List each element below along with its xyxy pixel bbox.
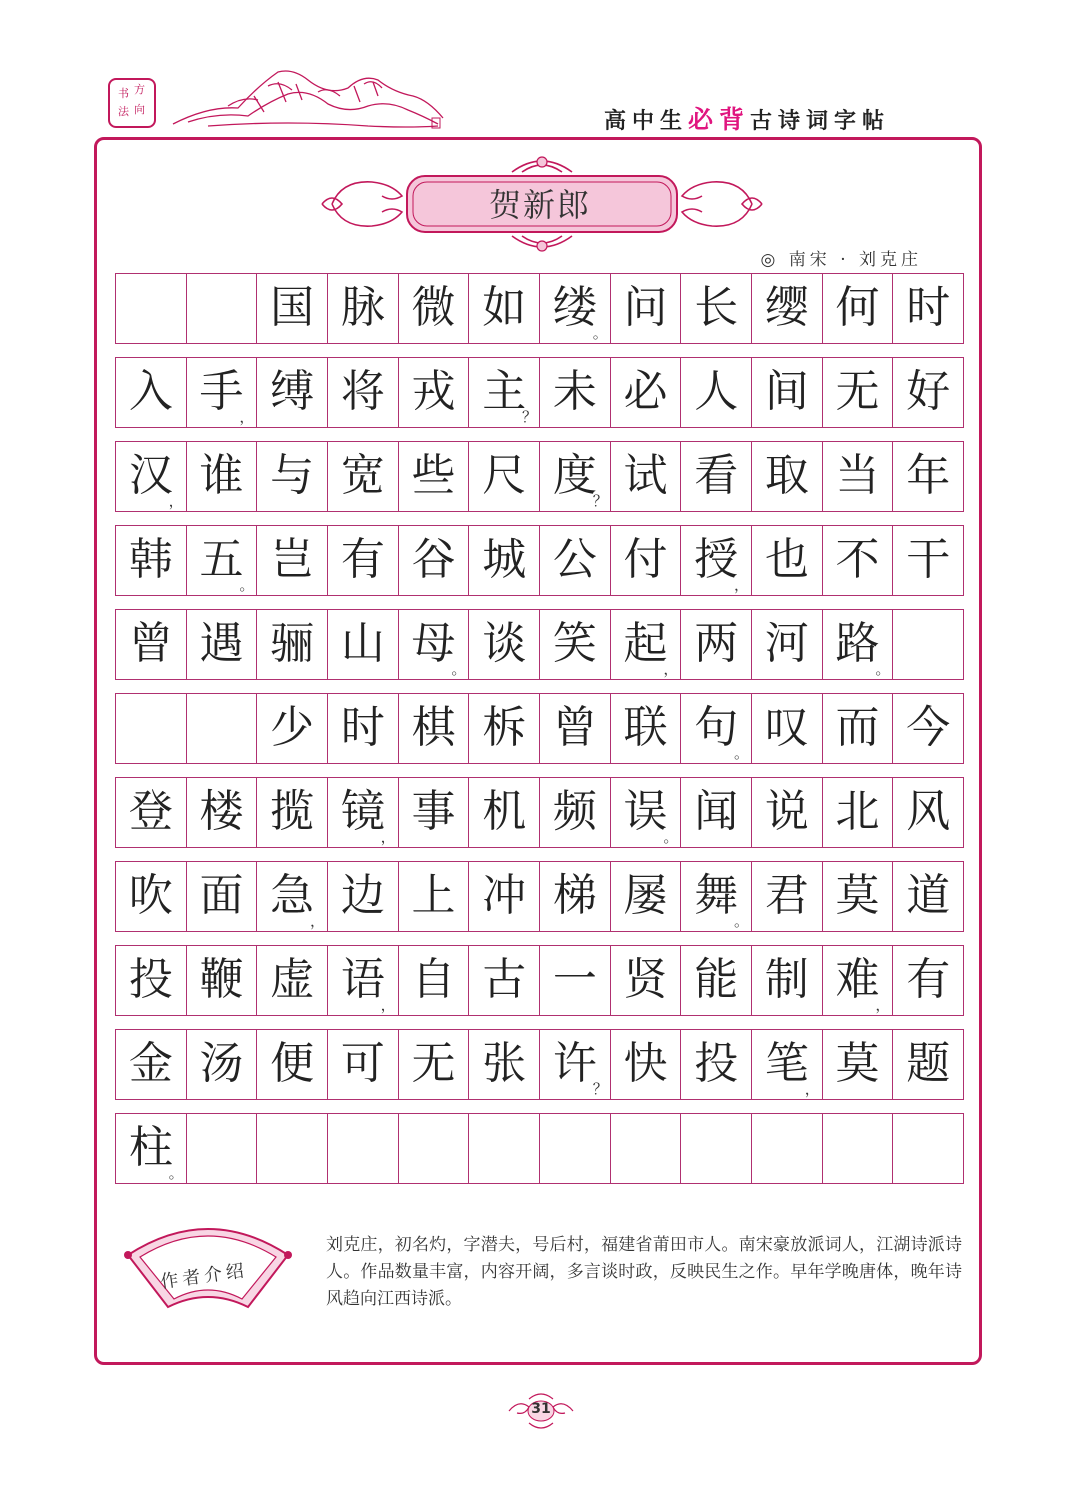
page-number-ornament <box>505 1391 577 1431</box>
punctuation: ？ <box>522 408 538 426</box>
grid-cell <box>752 1114 823 1183</box>
grid-cell <box>257 274 328 343</box>
character: 莫 <box>835 870 880 921</box>
grid-cell <box>469 862 540 931</box>
grid-cell <box>540 526 611 595</box>
character: 人 <box>694 366 739 417</box>
character: 脉 <box>340 282 385 333</box>
character: 柝 <box>482 702 527 753</box>
grid-cell <box>752 694 823 763</box>
grid-cell <box>540 442 611 511</box>
grid-cell <box>116 946 187 1015</box>
grid-row <box>115 609 964 680</box>
character: 主 <box>482 366 527 417</box>
character: 镜 <box>340 786 385 837</box>
punctuation: 。 <box>592 324 608 342</box>
grid-cell <box>893 694 963 763</box>
character: 宽 <box>340 450 385 501</box>
grid-cell <box>328 358 399 427</box>
seal-char: 方 <box>134 83 145 96</box>
character: 骊 <box>270 618 315 669</box>
grid-cell <box>328 778 399 847</box>
grid-row <box>115 777 964 848</box>
character: 起 <box>623 618 668 669</box>
grid-cell <box>187 610 258 679</box>
grid-cell <box>469 274 540 343</box>
character: 岂 <box>270 534 315 585</box>
grid-cell <box>328 1030 399 1099</box>
character: 五 <box>199 534 244 585</box>
character: 微 <box>411 282 456 333</box>
punctuation: ， <box>804 1080 820 1098</box>
grid-cell <box>893 610 963 679</box>
grid-cell <box>823 946 894 1015</box>
character: 而 <box>835 702 880 753</box>
grid-cell <box>187 526 258 595</box>
character: 语 <box>340 954 385 1005</box>
grid-cell <box>469 694 540 763</box>
grid-cell <box>611 946 682 1015</box>
grid-cell <box>681 526 752 595</box>
grid-cell <box>823 1030 894 1099</box>
author-intro-text: 刘克庄，初名灼，字潜夫，号后村，福建省莆田市人。南宋豪放派词人，江湖诗派诗人。作品数量丰富，内容开阔，多言谈时政，反映民生之作。早年学晚唐体，晚年诗风趋向江西诗派。 <box>326 1235 962 1309</box>
grid-cell <box>399 442 470 511</box>
grid-cell <box>540 1030 611 1099</box>
character: 便 <box>270 1038 315 1089</box>
character: 棋 <box>411 702 456 753</box>
grid-row <box>115 441 964 512</box>
character: 登 <box>128 786 173 837</box>
grid-cell <box>893 274 963 343</box>
character: 缨 <box>764 282 809 333</box>
punctuation: 。 <box>875 660 891 678</box>
character: 遇 <box>199 618 244 669</box>
character: 戎 <box>411 366 456 417</box>
character: 不 <box>835 534 880 585</box>
grid-cell <box>681 1114 752 1183</box>
grid-cell <box>399 358 470 427</box>
grid-cell <box>328 946 399 1015</box>
grid-cell <box>893 1030 963 1099</box>
character: 问 <box>623 282 668 333</box>
grid-cell <box>116 1114 187 1183</box>
character: 无 <box>835 366 880 417</box>
grid-cell <box>893 778 963 847</box>
character: 揽 <box>270 786 315 837</box>
punctuation: ， <box>380 828 396 846</box>
character: 制 <box>764 954 809 1005</box>
grid-cell <box>257 862 328 931</box>
grid-cell <box>469 778 540 847</box>
character: 误 <box>623 786 668 837</box>
character: 度 <box>552 450 597 501</box>
character: 句 <box>694 702 739 753</box>
grid-cell <box>893 526 963 595</box>
character: 公 <box>552 534 597 585</box>
character: 将 <box>340 366 385 417</box>
grid-cell <box>328 526 399 595</box>
character: 缕 <box>552 282 597 333</box>
punctuation: ？ <box>592 492 608 510</box>
publisher-seal <box>108 78 156 128</box>
character: 许 <box>552 1038 597 1089</box>
grid-cell <box>611 358 682 427</box>
grid-cell <box>187 1030 258 1099</box>
punctuation: ， <box>663 660 679 678</box>
grid-cell <box>681 694 752 763</box>
grid-cell <box>681 946 752 1015</box>
grid-cell <box>399 778 470 847</box>
grid-cell <box>752 862 823 931</box>
character: 付 <box>623 534 668 585</box>
character: 国 <box>270 282 315 333</box>
grid-cell <box>257 1114 328 1183</box>
grid-cell <box>399 610 470 679</box>
grid-cell <box>469 946 540 1015</box>
grid-cell <box>116 778 187 847</box>
grid-cell <box>187 274 258 343</box>
character: 能 <box>694 954 739 1005</box>
character: 有 <box>340 534 385 585</box>
grid-cell <box>399 1030 470 1099</box>
grid-cell <box>611 610 682 679</box>
character: 古 <box>482 954 527 1005</box>
character: 有 <box>906 954 951 1005</box>
grid-cell <box>611 694 682 763</box>
grid-cell <box>681 274 752 343</box>
grid-cell <box>257 526 328 595</box>
character: 面 <box>199 870 244 921</box>
punctuation: ， <box>875 996 891 1014</box>
character: 机 <box>482 786 527 837</box>
character: 鞭 <box>199 954 244 1005</box>
grid-cell <box>823 1114 894 1183</box>
book-title-part: 高中生 <box>604 109 689 134</box>
character: 君 <box>764 870 809 921</box>
character: 叹 <box>764 702 809 753</box>
grid-cell <box>611 274 682 343</box>
character: 风 <box>906 786 951 837</box>
character: 母 <box>411 618 456 669</box>
character: 必 <box>623 366 668 417</box>
grid-cell <box>893 946 963 1015</box>
grid-cell <box>399 274 470 343</box>
grid-cell <box>399 862 470 931</box>
grid-cell <box>823 358 894 427</box>
grid-cell <box>257 778 328 847</box>
grid-cell <box>187 1114 258 1183</box>
punctuation: ？ <box>592 1080 608 1098</box>
grid-cell <box>681 610 752 679</box>
grid-cell <box>187 946 258 1015</box>
grid-cell <box>469 358 540 427</box>
book-title-highlight: 必背 <box>688 105 751 134</box>
character: 些 <box>411 450 456 501</box>
character: 时 <box>906 282 951 333</box>
character: 柱 <box>128 1122 173 1173</box>
grid-cell <box>681 358 752 427</box>
punctuation: 。 <box>168 1164 184 1182</box>
character: 两 <box>694 618 739 669</box>
grid-cell <box>611 442 682 511</box>
grid-cell <box>681 862 752 931</box>
grid-cell <box>752 1030 823 1099</box>
character: 笔 <box>764 1038 809 1089</box>
grid-row <box>115 525 964 596</box>
grid-cell <box>540 358 611 427</box>
grid-cell <box>469 442 540 511</box>
character: 入 <box>128 366 173 417</box>
character: 授 <box>694 534 739 585</box>
grid-cell <box>893 1114 963 1183</box>
punctuation: 。 <box>663 828 679 846</box>
grid-cell <box>469 1030 540 1099</box>
grid-cell <box>187 778 258 847</box>
grid-cell <box>681 1030 752 1099</box>
grid-cell <box>752 442 823 511</box>
grid-cell <box>399 694 470 763</box>
character: 试 <box>623 450 668 501</box>
page-number: 31 <box>531 1401 551 1417</box>
punctuation: ， <box>239 408 255 426</box>
character: 谈 <box>482 618 527 669</box>
grid-cell <box>823 610 894 679</box>
character: 今 <box>906 702 951 753</box>
grid-cell <box>116 1030 187 1099</box>
grid-cell <box>611 526 682 595</box>
grid-cell <box>116 358 187 427</box>
character: 快 <box>623 1038 668 1089</box>
character: 上 <box>411 870 456 921</box>
grid-cell <box>257 1030 328 1099</box>
character: 莫 <box>835 1038 880 1089</box>
grid-cell <box>540 1114 611 1183</box>
grid-cell <box>752 274 823 343</box>
grid-cell <box>328 610 399 679</box>
punctuation: 。 <box>734 912 750 930</box>
character: 楼 <box>199 786 244 837</box>
seal-char: 向 <box>134 103 145 116</box>
grid-cell <box>257 694 328 763</box>
character: 何 <box>835 282 880 333</box>
grid-row <box>115 861 964 932</box>
character: 韩 <box>128 534 173 585</box>
grid-row <box>115 357 964 428</box>
character: 与 <box>270 450 315 501</box>
grid-row <box>115 1029 964 1100</box>
grid-cell <box>328 274 399 343</box>
character: 难 <box>835 954 880 1005</box>
grid-cell <box>399 946 470 1015</box>
character: 边 <box>340 870 385 921</box>
mountain-landscape-illustration <box>168 66 448 132</box>
character: 好 <box>906 366 951 417</box>
character: 投 <box>128 954 173 1005</box>
grid-cell <box>469 1114 540 1183</box>
grid-row <box>115 945 964 1016</box>
character: 贤 <box>623 954 668 1005</box>
character: 当 <box>835 450 880 501</box>
grid-cell <box>823 526 894 595</box>
punctuation: 。 <box>239 576 255 594</box>
grid-cell <box>116 610 187 679</box>
character: 频 <box>552 786 597 837</box>
book-title <box>604 100 890 136</box>
character: 金 <box>128 1038 173 1089</box>
character: 虚 <box>270 954 315 1005</box>
character: 事 <box>411 786 456 837</box>
grid-cell <box>611 862 682 931</box>
grid-cell <box>469 610 540 679</box>
grid-cell <box>752 778 823 847</box>
seal-char: 法 <box>118 105 129 118</box>
character: 梯 <box>552 870 597 921</box>
grid-cell <box>540 274 611 343</box>
grid-cell <box>540 610 611 679</box>
character: 汉 <box>128 450 173 501</box>
grid-cell <box>187 442 258 511</box>
character: 取 <box>764 450 809 501</box>
grid-cell <box>823 778 894 847</box>
character: 一 <box>552 954 597 1005</box>
grid-cell <box>823 442 894 511</box>
punctuation: ， <box>734 576 750 594</box>
character: 冲 <box>482 870 527 921</box>
character: 舞 <box>694 870 739 921</box>
character: 北 <box>835 786 880 837</box>
grid-cell <box>187 358 258 427</box>
character: 急 <box>270 870 315 921</box>
character: 无 <box>411 1038 456 1089</box>
grid-cell <box>611 1114 682 1183</box>
grid-cell <box>823 694 894 763</box>
character: 题 <box>906 1038 951 1089</box>
character: 汤 <box>199 1038 244 1089</box>
character: 路 <box>835 618 880 669</box>
punctuation: 。 <box>734 744 750 762</box>
grid-cell <box>681 778 752 847</box>
character: 吹 <box>128 870 173 921</box>
grid-row <box>115 693 964 764</box>
character: 闻 <box>694 786 739 837</box>
poem-author-line: ◎ 南宋 · 刘克庄 <box>760 250 922 270</box>
grid-cell <box>540 862 611 931</box>
character: 笑 <box>552 618 597 669</box>
grid-cell <box>328 862 399 931</box>
character: 时 <box>340 702 385 753</box>
character: 屡 <box>623 870 668 921</box>
character: 年 <box>906 450 951 501</box>
grid-cell <box>752 358 823 427</box>
character: 干 <box>906 534 951 585</box>
grid-cell <box>187 862 258 931</box>
grid-cell <box>752 610 823 679</box>
grid-row <box>115 273 964 344</box>
grid-cell <box>469 526 540 595</box>
character: 如 <box>482 282 527 333</box>
character: 曾 <box>552 702 597 753</box>
character: 未 <box>552 366 597 417</box>
grid-cell <box>540 778 611 847</box>
grid-cell <box>328 1114 399 1183</box>
grid-cell <box>823 862 894 931</box>
character: 谷 <box>411 534 456 585</box>
character: 看 <box>694 450 739 501</box>
seal-char: 书 <box>118 87 129 100</box>
grid-cell <box>823 274 894 343</box>
grid-cell <box>399 1114 470 1183</box>
character: 谁 <box>199 450 244 501</box>
character: 说 <box>764 786 809 837</box>
grid-cell <box>116 694 187 763</box>
character: 河 <box>764 618 809 669</box>
punctuation: ， <box>380 996 396 1014</box>
punctuation: ， <box>168 492 184 510</box>
character: 曾 <box>128 618 173 669</box>
grid-cell <box>257 358 328 427</box>
punctuation: ， <box>310 912 326 930</box>
character: 联 <box>623 702 668 753</box>
grid-cell <box>257 610 328 679</box>
grid-row <box>115 1113 964 1184</box>
character: 道 <box>906 870 951 921</box>
grid-cell <box>328 442 399 511</box>
grid-cell <box>681 442 752 511</box>
character: 张 <box>482 1038 527 1089</box>
grid-cell <box>116 442 187 511</box>
author-intro-label: 作者介绍 <box>159 1259 250 1294</box>
character: 手 <box>199 366 244 417</box>
character: 缚 <box>270 366 315 417</box>
grid-cell <box>893 862 963 931</box>
character: 长 <box>694 282 739 333</box>
practice-grid <box>115 273 964 1197</box>
character: 也 <box>764 534 809 585</box>
grid-cell <box>611 1030 682 1099</box>
poem-title: 贺新郎 <box>488 186 591 224</box>
grid-cell <box>328 694 399 763</box>
character: 尺 <box>482 450 527 501</box>
grid-cell <box>399 526 470 595</box>
character: 少 <box>270 702 315 753</box>
grid-cell <box>116 274 187 343</box>
grid-cell <box>187 694 258 763</box>
grid-cell <box>257 946 328 1015</box>
character: 投 <box>694 1038 739 1089</box>
grid-cell <box>893 442 963 511</box>
character: 山 <box>340 618 385 669</box>
grid-cell <box>540 694 611 763</box>
grid-cell <box>752 526 823 595</box>
grid-cell <box>611 778 682 847</box>
grid-cell <box>540 946 611 1015</box>
book-title-part: 古诗词字帖 <box>750 109 891 134</box>
character: 间 <box>764 366 809 417</box>
grid-cell <box>752 946 823 1015</box>
grid-cell <box>893 358 963 427</box>
character: 自 <box>411 954 456 1005</box>
grid-cell <box>116 526 187 595</box>
character: 可 <box>340 1038 385 1089</box>
grid-cell <box>116 862 187 931</box>
grid-cell <box>257 442 328 511</box>
character: 城 <box>482 534 527 585</box>
punctuation: 。 <box>451 660 467 678</box>
